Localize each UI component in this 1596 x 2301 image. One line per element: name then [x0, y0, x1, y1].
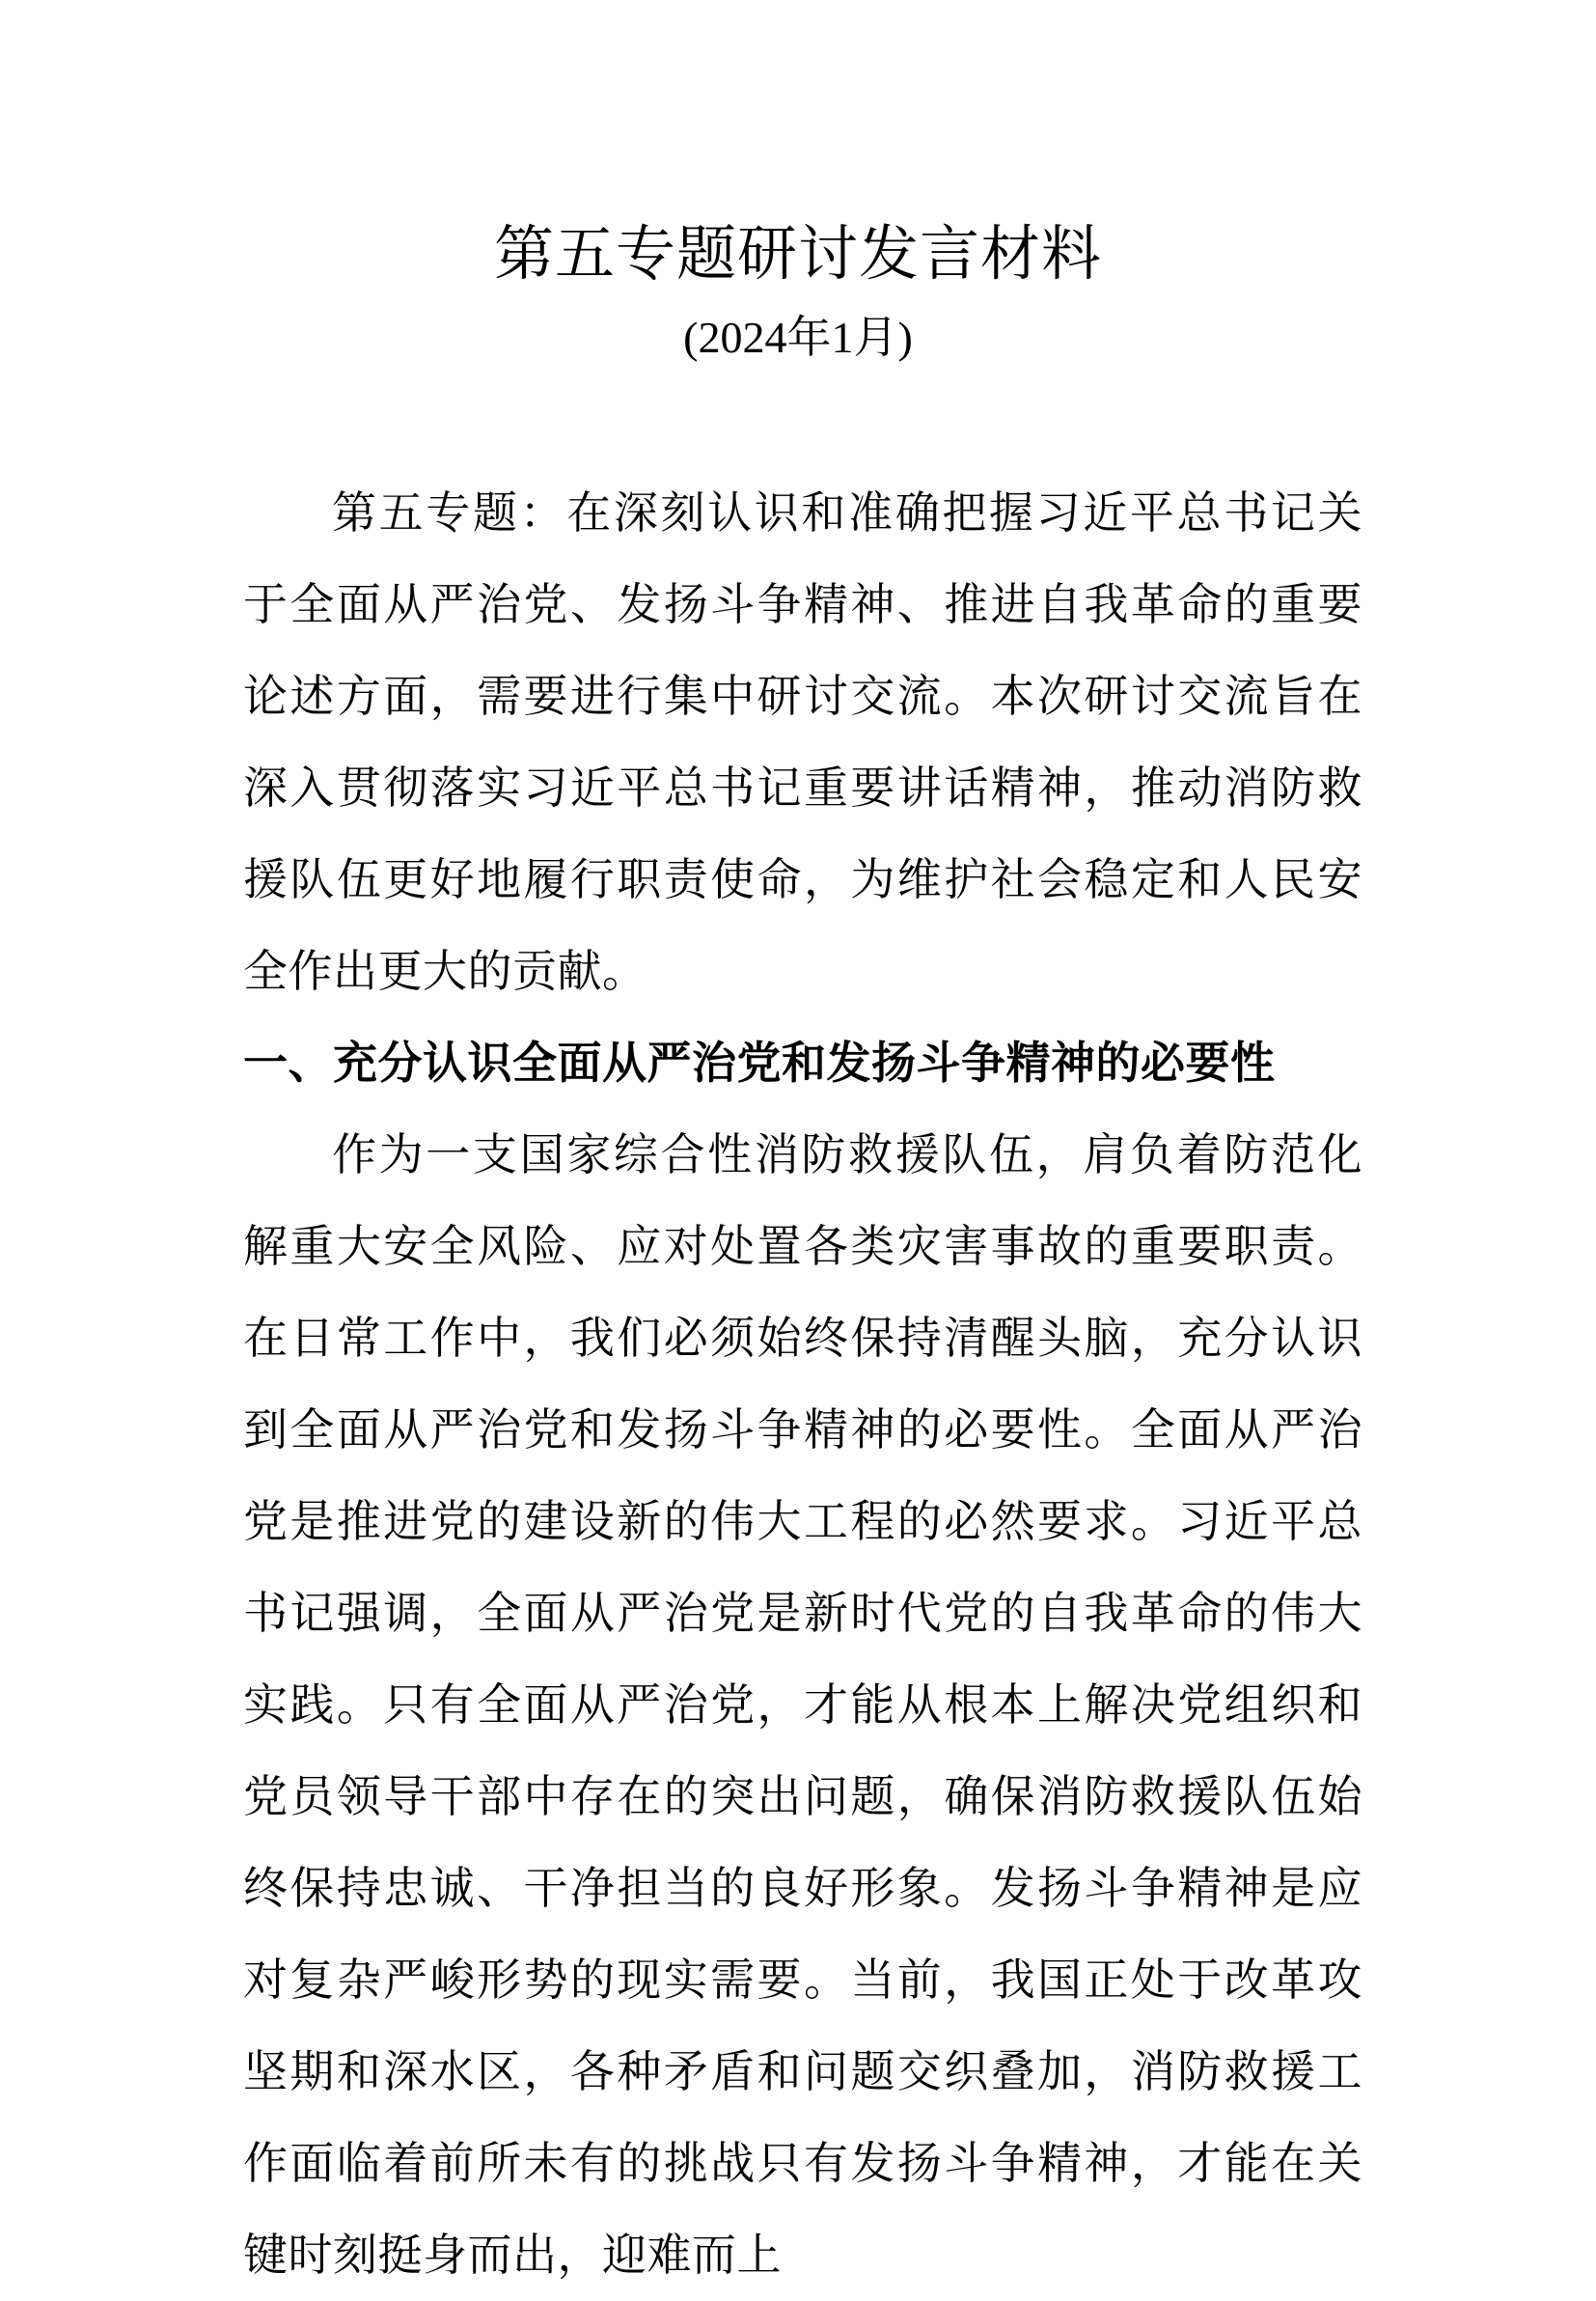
document-date: (2024年1月)	[683, 313, 913, 362]
document-title: 第五专题研讨发言材料	[493, 218, 1102, 289]
intro-paragraph: 第五专题：在深刻认识和准确把握习近平总书记关于全面从严治党、发扬斗争精神、推进自我革命的重要论述方面，需要进行集中研讨交流。本次研讨交流旨在深入贯彻落实习近平总书记重要讲话精神，推动消防救援队伍更好地履行职责使命，为维护社会稳定和人民安全作出更大的贡献。	[243, 486, 1362, 997]
section-heading: 一、充分认识全面从严治党和发扬斗争精神的必要性	[243, 1037, 1276, 1089]
section-paragraph: 作为一支国家综合性消防救援队伍，肩负着防范化解重大安全风险、应对处置各类灾害事故的重要职责。在日常工作中，我们必须始终保持清醒头脑，充分认识到全面从严治党和发扬斗争精神的必要性。全面从严治党是推进党的建设新的伟大工程的必然要求。习近平总书记强调，全面从严治党是新时代党的自我革命的伟大实践。只有全面从严治党，才能从根本上解决党组织和党员领导干部中存在的突出问题，确保消防救援队伍始终保持忠诚、干净担当的良好形象。发扬斗争精神是应对复杂严峻形势的现实需要。当前，我国正处于改革攻坚期和深水区，各种矛盾和问题交织叠加，消防救援工作面临着前所未有的挑战只有发扬斗争精神，才能在关键时刻挺身而出，迎难而上	[243, 1128, 1362, 2281]
document-body	[243, 467, 1362, 2301]
